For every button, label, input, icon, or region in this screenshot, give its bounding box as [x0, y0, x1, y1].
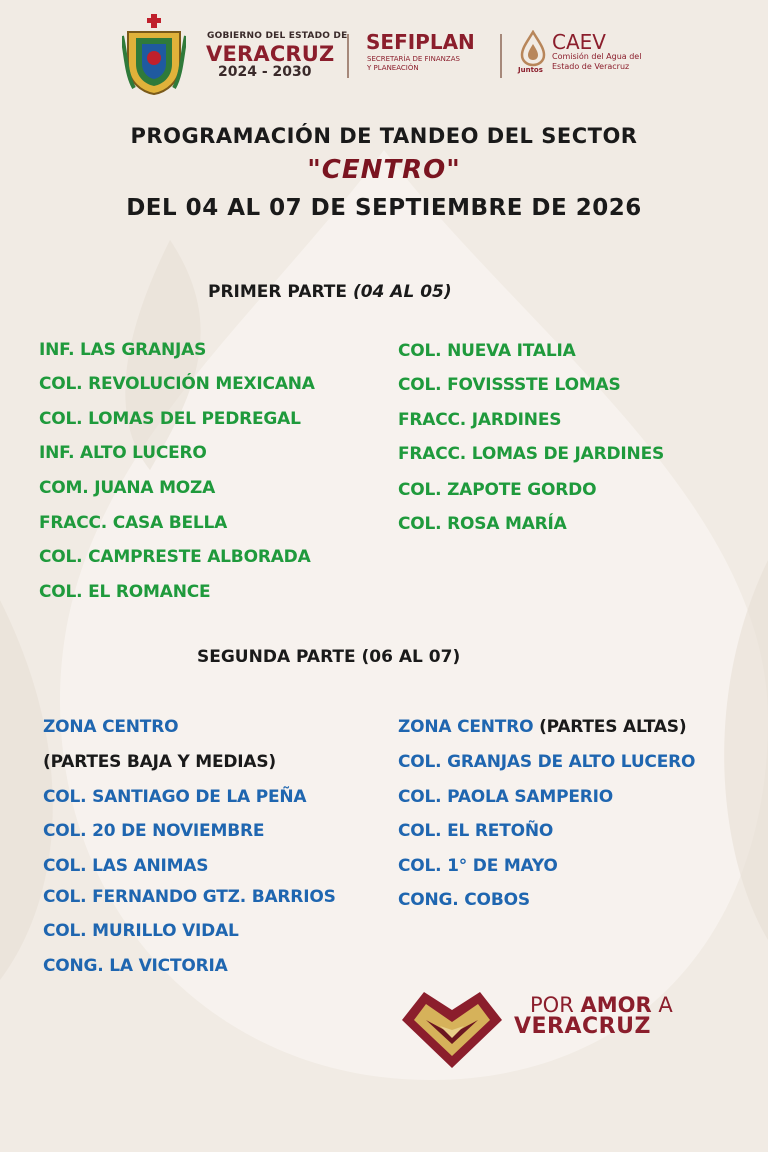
list-item: INF. LAS GRANJAS — [39, 340, 207, 360]
footer-slogan-veracruz: VERACRUZ — [514, 1014, 651, 1039]
slogan-word-por: POR — [530, 993, 574, 1017]
section-heading-label: PRIMER PARTE — [208, 282, 348, 302]
list-item: COL. ROSA MARÍA — [398, 514, 567, 534]
list-item — [398, 717, 686, 737]
list-item: FRACC. CASA BELLA — [39, 513, 228, 533]
list-item: COL. PAOLA SAMPERIO — [398, 787, 614, 807]
caev-logo-text: CAEV — [552, 30, 606, 54]
list-item: COM. JUANA MOZA — [39, 478, 216, 498]
list-item-main: ZONA CENTRO — [398, 717, 534, 737]
header-divider — [500, 34, 502, 78]
veracruz-seal-logo — [122, 14, 186, 96]
list-item: COL. 1° DE MAYO — [398, 856, 558, 876]
list-item: COL. MURILLO VIDAL — [43, 921, 239, 941]
list-item: COL. ZAPOTE GORDO — [398, 480, 597, 500]
list-item: COL. 20 DE NOVIEMBRE — [43, 821, 265, 841]
list-item: COL. FOVISSSTE LOMAS — [398, 375, 621, 395]
list-item: COL. FERNANDO GTZ. BARRIOS — [43, 887, 336, 907]
slogan-word-amor: AMOR — [580, 993, 652, 1017]
list-item: FRACC. JARDINES — [398, 410, 562, 430]
title-sector-name: "CENTRO" — [307, 155, 461, 185]
list-item: COL. GRANJAS DE ALTO LUCERO — [398, 752, 696, 772]
list-item: COL. EL ROMANCE — [39, 582, 211, 602]
sefiplan-subtitle-2: Y PLANEACIÓN — [367, 64, 419, 72]
list-item: COL. SANTIAGO DE LA PEÑA — [43, 787, 307, 807]
gob-label-years: 2024 - 2030 — [218, 64, 312, 80]
list-item: ZONA CENTRO — [43, 717, 179, 737]
section-heading-range: (04 AL 05) — [352, 282, 452, 302]
list-item: CONG. COBOS — [398, 890, 530, 910]
caev-juntos-text: Juntos — [518, 66, 543, 74]
por-amor-heart-logo — [400, 982, 504, 1070]
list-item: FRACC. LOMAS DE JARDINES — [398, 444, 665, 464]
list-item: COL. NUEVA ITALIA — [398, 341, 576, 361]
list-item: COL. REVOLUCIÓN MEXICANA — [39, 374, 315, 394]
list-item: COL. EL RETOÑO — [398, 821, 554, 841]
caev-subtitle-2: Estado de Veracruz — [552, 62, 630, 71]
list-item-extra: (PARTES ALTAS) — [539, 717, 687, 737]
slogan-word-a: A — [658, 993, 673, 1017]
caev-subtitle-1: Comisión del Agua del — [552, 52, 642, 61]
gob-label-veracruz: VERACRUZ — [206, 42, 335, 66]
list-item: CONG. LA VICTORIA — [43, 956, 228, 976]
list-item: COL. CAMPRESTE ALBORADA — [39, 547, 311, 567]
gob-label-small: GOBIERNO DEL ESTADO DE — [207, 31, 348, 41]
list-item: COL. LOMAS DEL PEDREGAL — [39, 409, 301, 429]
list-item: (PARTES BAJA Y MEDIAS) — [43, 752, 277, 772]
list-item: INF. ALTO LUCERO — [39, 443, 207, 463]
section-heading-primera — [208, 282, 452, 302]
section-heading-segunda: SEGUNDA PARTE (06 AL 07) — [197, 647, 461, 667]
list-item: COL. LAS ANIMAS — [43, 856, 209, 876]
sefiplan-subtitle-1: SECRETARÍA DE FINANZAS — [367, 55, 460, 63]
sefiplan-logo-text: SEFIPLAN — [366, 30, 475, 54]
title-date-range: DEL 04 AL 07 DE SEPTIEMBRE DE 2026 — [126, 195, 642, 221]
title-line-1: PROGRAMACIÓN DE TANDEO DEL SECTOR — [130, 124, 638, 148]
header-divider — [347, 34, 349, 78]
